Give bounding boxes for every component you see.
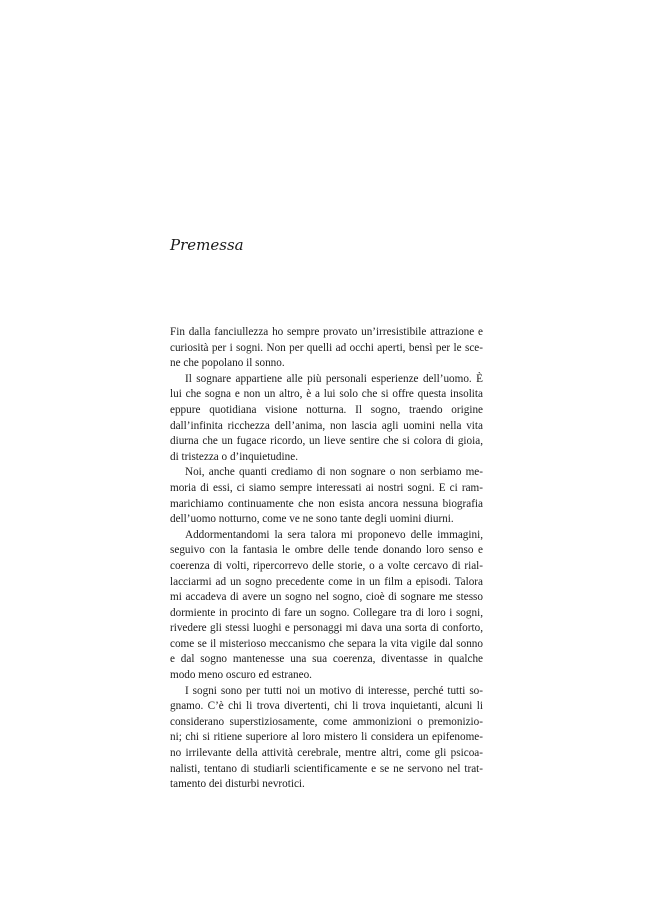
text-line: come se il misterioso meccanismo che separa la vita vigile dal sonno <box>170 637 483 650</box>
text-line: curiosità per i sogni. Non per quelli ad occhi aperti, bensì per le sce- <box>170 341 483 354</box>
text-line: no irrilevante della attività cerebrale, mentre altri, come gli psicoa- <box>170 747 483 760</box>
text-line: I sogni sono per tutti noi un motivo di interesse, perché tutti so- <box>185 684 483 697</box>
text-line: Noi, anche quanti crediamo di non sognare o non serbiamo me- <box>185 466 483 479</box>
text-line: Il sognare appartiene alle più personali esperienze dell’uomo. È <box>185 372 483 385</box>
text-line: mi accadeva di avere un sogno nel sogno, cioè di sognare me stesso <box>170 591 483 604</box>
text-line: Addormentandomi la sera talora mi proponevo delle immagini, <box>185 528 483 541</box>
text-line: di tristezza o d’inquietudine. <box>170 450 298 463</box>
text-line: diurna che un fugace ricordo, un lieve sentire che si colora di gioia, <box>170 435 483 448</box>
text-line: marichiamo continuamente che non esista ancora nessuna biografia <box>170 497 483 510</box>
text-line: e dal sogno mantenesse una sua coerenza, diventasse in qualche <box>170 653 483 666</box>
text-line: lacciarmi ad un sogno precedente come in un film a episodi. Talora <box>170 575 483 588</box>
text-line: considerano superstiziosamente, come ammonizioni o premonizio- <box>170 715 483 728</box>
text-line: dell’uomo notturno, come ve ne sono tante degli uomini diurni. <box>170 513 454 526</box>
text-line: lui che sogna e non un altro, è a lui solo che si offre questa insolita <box>170 388 483 401</box>
text-line: ne che popolano il sonno. <box>170 357 285 370</box>
text-line: Fin dalla fanciullezza ho sempre provato un’irresistibile attrazione e <box>170 326 483 338</box>
text-line: gnamo. C’è chi li trova divertenti, chi li trova inquietanti, alcuni li <box>170 700 483 713</box>
text-line: eppure quotidiana visione notturna. Il sogno, traendo origine <box>170 403 483 416</box>
text-line: rivedere gli stessi luoghi e personaggi mi dava una sorta di conforto, <box>170 622 483 635</box>
text-line: moria di essi, ci siamo sempre interessati ai nostri sogni. E ci ram- <box>170 481 483 494</box>
text-line: tamento dei disturbi nevrotici. <box>170 778 305 791</box>
chapter-heading: Premessa <box>170 236 244 254</box>
text-line: modo meno oscuro ed estraneo. <box>170 669 312 682</box>
text-line: coerenza di volti, ripercorrevo delle storie, o a volte cercavo di rial- <box>170 559 483 572</box>
text-line: nalisti, tentano di studiarli scientificamente e se ne servono nel trat- <box>170 762 483 775</box>
text-line: dormiente in procinto di fare un sogno. Collegare tra di loro i sogni, <box>170 606 483 619</box>
text-line: ni; chi si ritiene superiore al loro mistero li considera un epifenome- <box>170 731 483 744</box>
text-line: dall’infinita ricchezza dell’anima, non lascia agli uomini nella vita <box>170 419 483 432</box>
body-text <box>170 325 483 793</box>
text-line: seguivo con la fantasia le ombre delle tende donando loro senso e <box>170 544 483 557</box>
